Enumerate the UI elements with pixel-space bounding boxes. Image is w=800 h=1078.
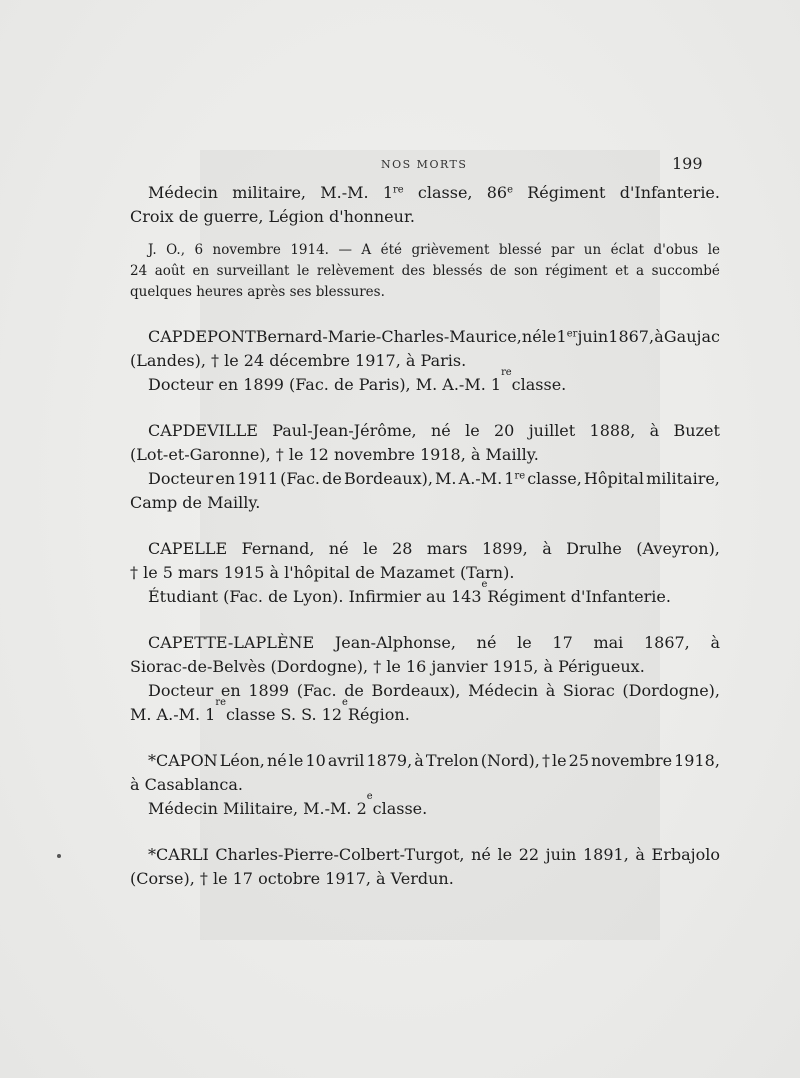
text-line: CAPDEVILLE Paul-Jean-Jérôme, né le 20 juillet 1888, à Buzet: [148, 421, 720, 440]
text-line: Étudiant (Fac. de Lyon). Infirmier au 143 e Régiment d'Infanterie.: [148, 579, 671, 606]
text-line: *CARLI Charles-Pierre-Colbert-Turgot, né le 22 juin 1891, à Erbajolo: [148, 845, 720, 864]
text-line: Docteur en 1899 (Fac. de Paris), M. A.-M. 1 re classe.: [148, 367, 567, 394]
text-line: M. A.-M. 1 re classe S. S. 12 e Région.: [130, 697, 410, 724]
entry-p4: [130, 419, 720, 515]
text-line: quelques heures après ses blessures.: [130, 284, 385, 300]
text-line: *CAPON Léon, né le 10 avril 1879, à Trelon (Nord), † le 25 novembre 1918,: [148, 751, 720, 770]
text-line: (Lot-et-Garonne), † le 12 novembre 1918, à Mailly.: [130, 445, 539, 464]
text-line: Camp de Mailly.: [130, 493, 261, 512]
text-line: Docteur en 1911 (Fac. de Bordeaux), M. A.-M. 1re classe, Hôpital militaire,: [148, 469, 720, 488]
entry-p6: [130, 631, 720, 727]
entry-p1: [130, 181, 720, 229]
running-head: NOS MORTS: [381, 158, 468, 171]
text-line: J. O., 6 novembre 1914. — A été grièvement blessé par un éclat d'obus le: [148, 242, 720, 258]
page-number: 199: [672, 154, 703, 173]
text-line: CAPETTE-LAPLÈNE Jean-Alphonse, né le 17 mai 1867, à: [148, 633, 720, 652]
entry-p8: [130, 843, 720, 891]
entry-p2: [130, 240, 720, 303]
page-body: [130, 181, 720, 891]
text-line: à Casablanca.: [130, 775, 243, 794]
ink-speck: [57, 854, 61, 858]
text-line: CAPELLE Fernand, né le 28 mars 1899, à Drulhe (Aveyron),: [148, 539, 720, 558]
text-line: Médecin militaire, M.-M. 1re classe, 86e Régiment d'Infanterie.: [148, 183, 720, 202]
text-line: (Landes), † le 24 décembre 1917, à Paris.: [130, 351, 467, 370]
entry-p3: [130, 325, 720, 397]
text-line: 24 août en surveillant le relèvement des blessés de son régiment et a succombé: [130, 263, 720, 279]
text-line: † le 5 mars 1915 à l'hôpital de Mazamet (Tarn).: [130, 563, 515, 582]
entry-p7: [130, 749, 720, 821]
text-line: CAPDEPONT Bernard-Marie-Charles-Maurice, né le 1er juin 1867, à Gaujac: [148, 327, 720, 346]
text-line: Médecin Militaire, M.-M. 2 e classe.: [148, 791, 428, 818]
text-line: Croix de guerre, Légion d'honneur.: [130, 207, 415, 226]
text-line: Siorac-de-Belvès (Dordogne), † le 16 janvier 1915, à Périgueux.: [130, 657, 645, 676]
text-line: Docteur en 1899 (Fac. de Bordeaux), Médecin à Siorac (Dordogne),: [148, 681, 720, 700]
entry-p5: [130, 537, 720, 609]
text-line: (Corse), † le 17 octobre 1917, à Verdun.: [130, 869, 454, 888]
